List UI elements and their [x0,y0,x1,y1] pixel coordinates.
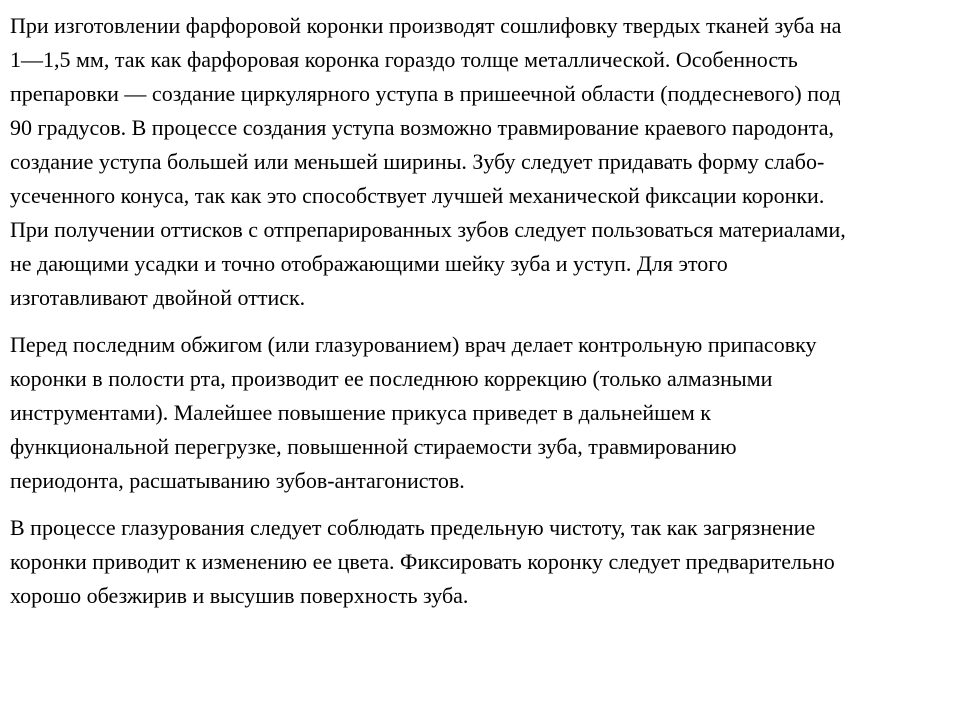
text-line: При изготовлении фарфоровой коронки производят сошлифовку твердых тканей зуба на [10,13,842,38]
text-line: коронки приводит к изменению ее цвета. Фиксировать коронку следует предварительно [10,549,835,574]
text-line: усеченного конуса, так как это способствует лучшей механической фиксации коронки. [10,183,825,208]
text-line: коронки в полости рта, производит ее последнюю коррекцию (только алмазными [10,366,773,391]
text-line: изготавливают двойной оттиск. [10,285,306,310]
text-line: периодонта, расшатыванию зубов-антагонистов. [10,468,465,493]
paragraph-final-fitting [10,328,942,498]
text-line: инструментами). Малейшее повышение прикуса приведет в дальнейшем к [10,400,711,425]
paragraph-glazing [10,511,942,613]
text-line: функциональной перегрузке, повышенной стираемости зуба, травмированию [10,434,737,459]
paragraph-crown-preparation [10,9,942,315]
text-line: не дающими усадки и точно отображающими шейку зуба и уступ. Для этого [10,251,728,276]
text-line: препаровки — создание циркулярного уступа в пришеечной области (поддесневого) под [10,81,841,106]
text-line: При получении оттисков с отпрепарированных зубов следует пользоваться материалами, [10,217,846,242]
text-line: 1—1,5 мм, так как фарфоровая коронка гораздо толще металлической. Особенность [10,47,798,72]
text-line: В процессе глазурования следует соблюдать предельную чистоту, так как загрязнение [10,515,816,540]
text-line: хорошо обезжирив и высушив поверхность зуба. [10,583,469,608]
text-line: 90 градусов. В процессе создания уступа возможно травмирование краевого пародонта, [10,115,834,140]
text-line: Перед последним обжигом (или глазурованием) врач делает контрольную припасовку [10,332,817,357]
text-line: создание уступа большей или меньшей ширины. Зубу следует придавать форму слабо- [10,149,825,174]
